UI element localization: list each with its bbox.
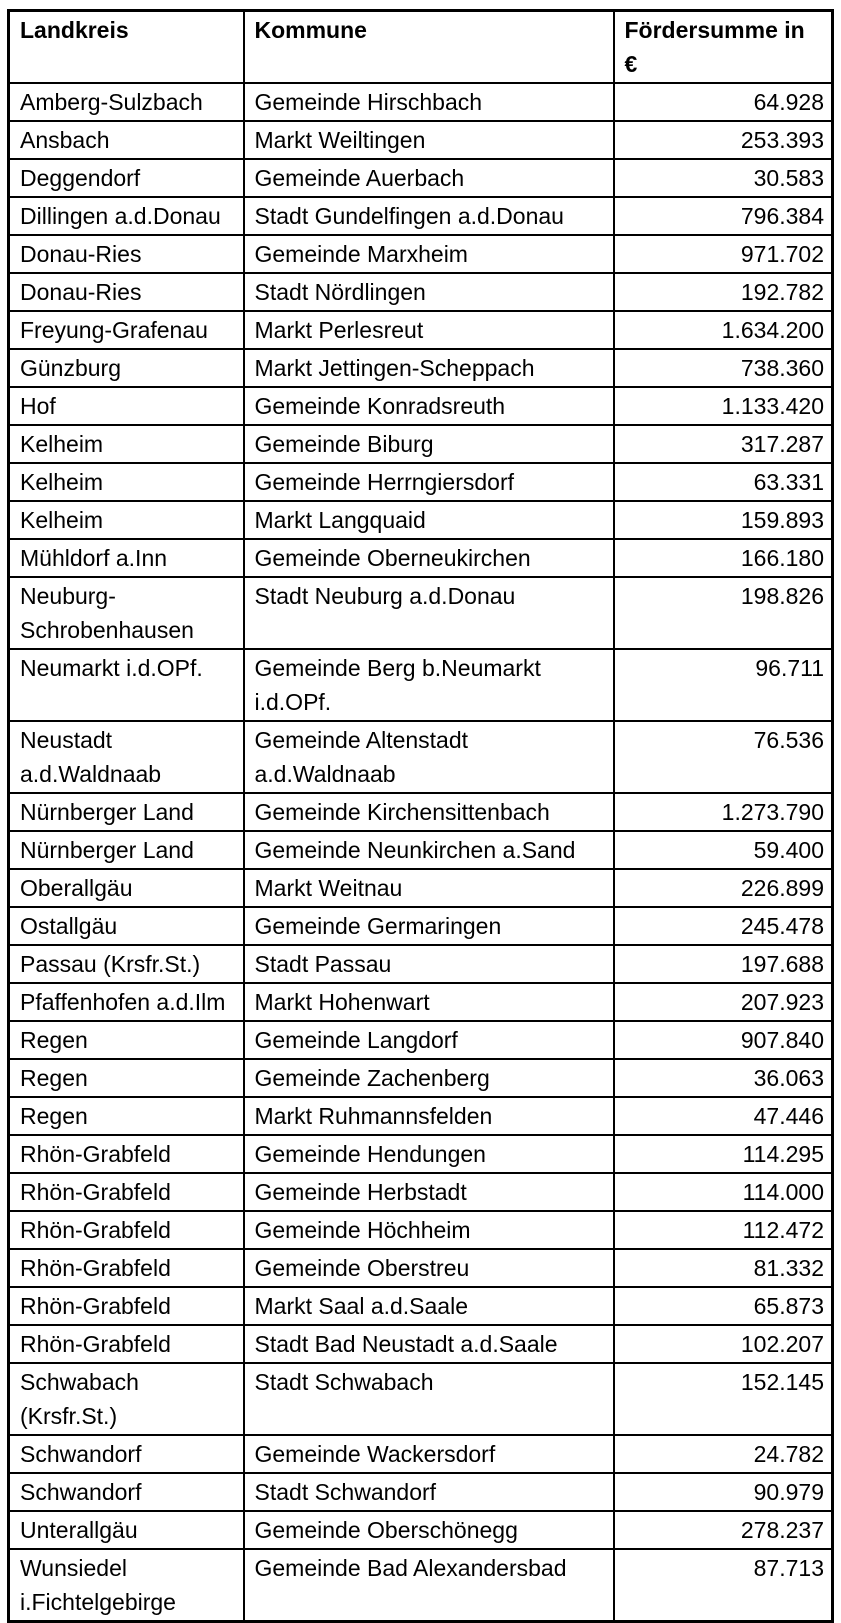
cell-kommune: Markt Perlesreut — [244, 311, 614, 349]
table-row — [9, 1363, 833, 1435]
cell-kommune: Stadt Bad Neustadt a.d.Saale — [244, 1325, 614, 1363]
cell-landkreis: Rhön-Grabfeld — [9, 1325, 244, 1363]
cell-kommune: Markt Saal a.d.Saale — [244, 1287, 614, 1325]
table-row — [9, 1473, 833, 1511]
cell-kommune: Markt Langquaid — [244, 501, 614, 539]
cell-foerdersumme: 112.472 — [614, 1211, 833, 1249]
cell-kommune: Stadt Nördlingen — [244, 273, 614, 311]
cell-kommune: Markt Weitnau — [244, 869, 614, 907]
cell-foerdersumme: 152.145 — [614, 1363, 833, 1435]
cell-landkreis: Wunsiedel i.Fichtelgebirge — [9, 1549, 244, 1622]
cell-foerdersumme: 796.384 — [614, 197, 833, 235]
table-row — [9, 197, 833, 235]
funding-table — [7, 9, 834, 1623]
table-row — [9, 721, 833, 793]
cell-landkreis: Amberg-Sulzbach — [9, 83, 244, 121]
column-header-foerdersumme: Fördersumme in € — [614, 11, 833, 84]
cell-foerdersumme: 197.688 — [614, 945, 833, 983]
cell-kommune: Gemeinde Herrngiersdorf — [244, 463, 614, 501]
cell-landkreis: Kelheim — [9, 501, 244, 539]
cell-landkreis: Passau (Krsfr.St.) — [9, 945, 244, 983]
cell-landkreis: Schwandorf — [9, 1435, 244, 1473]
table-row — [9, 501, 833, 539]
table-row — [9, 907, 833, 945]
cell-foerdersumme: 226.899 — [614, 869, 833, 907]
table-row — [9, 1211, 833, 1249]
cell-landkreis: Neustadt a.d.Waldnaab — [9, 721, 244, 793]
cell-kommune: Gemeinde Konradsreuth — [244, 387, 614, 425]
cell-landkreis: Neumarkt i.d.OPf. — [9, 649, 244, 721]
cell-foerdersumme: 1.273.790 — [614, 793, 833, 831]
cell-foerdersumme: 317.287 — [614, 425, 833, 463]
cell-foerdersumme: 24.782 — [614, 1435, 833, 1473]
cell-kommune: Gemeinde Herbstadt — [244, 1173, 614, 1211]
cell-foerdersumme: 76.536 — [614, 721, 833, 793]
cell-landkreis: Unterallgäu — [9, 1511, 244, 1549]
cell-kommune: Gemeinde Neunkirchen a.Sand — [244, 831, 614, 869]
cell-kommune: Markt Weiltingen — [244, 121, 614, 159]
cell-kommune: Gemeinde Oberneukirchen — [244, 539, 614, 577]
cell-kommune: Stadt Neuburg a.d.Donau — [244, 577, 614, 649]
table-row — [9, 387, 833, 425]
table-row — [9, 869, 833, 907]
cell-landkreis: Freyung-Grafenau — [9, 311, 244, 349]
cell-foerdersumme: 87.713 — [614, 1549, 833, 1622]
cell-landkreis: Günzburg — [9, 349, 244, 387]
table-row — [9, 577, 833, 649]
cell-kommune: Markt Hohenwart — [244, 983, 614, 1021]
cell-landkreis: Neuburg-Schrobenhausen — [9, 577, 244, 649]
cell-landkreis: Nürnberger Land — [9, 793, 244, 831]
cell-foerdersumme: 159.893 — [614, 501, 833, 539]
table-row — [9, 311, 833, 349]
cell-landkreis: Rhön-Grabfeld — [9, 1173, 244, 1211]
cell-kommune: Gemeinde Zachenberg — [244, 1059, 614, 1097]
cell-kommune: Gemeinde Germaringen — [244, 907, 614, 945]
cell-kommune: Gemeinde Biburg — [244, 425, 614, 463]
cell-landkreis: Donau-Ries — [9, 235, 244, 273]
cell-landkreis: Rhön-Grabfeld — [9, 1211, 244, 1249]
cell-foerdersumme: 64.928 — [614, 83, 833, 121]
table-row — [9, 1325, 833, 1363]
cell-kommune: Gemeinde Marxheim — [244, 235, 614, 273]
table-row — [9, 425, 833, 463]
cell-foerdersumme: 47.446 — [614, 1097, 833, 1135]
cell-kommune: Markt Jettingen-Scheppach — [244, 349, 614, 387]
cell-kommune: Stadt Schwabach — [244, 1363, 614, 1435]
cell-kommune: Gemeinde Auerbach — [244, 159, 614, 197]
cell-landkreis: Rhön-Grabfeld — [9, 1249, 244, 1287]
cell-foerdersumme: 253.393 — [614, 121, 833, 159]
cell-foerdersumme: 63.331 — [614, 463, 833, 501]
cell-landkreis: Regen — [9, 1021, 244, 1059]
cell-foerdersumme: 207.923 — [614, 983, 833, 1021]
cell-landkreis: Rhön-Grabfeld — [9, 1135, 244, 1173]
cell-kommune: Gemeinde Hendungen — [244, 1135, 614, 1173]
table-row — [9, 1059, 833, 1097]
table-row — [9, 831, 833, 869]
cell-foerdersumme: 90.979 — [614, 1473, 833, 1511]
table-row — [9, 1549, 833, 1622]
cell-kommune: Gemeinde Kirchensittenbach — [244, 793, 614, 831]
cell-foerdersumme: 114.295 — [614, 1135, 833, 1173]
cell-landkreis: Oberallgäu — [9, 869, 244, 907]
cell-foerdersumme: 166.180 — [614, 539, 833, 577]
table-row — [9, 349, 833, 387]
cell-foerdersumme: 192.782 — [614, 273, 833, 311]
cell-landkreis: Regen — [9, 1059, 244, 1097]
column-header-landkreis: Landkreis — [9, 11, 244, 84]
table-row — [9, 1173, 833, 1211]
cell-foerdersumme: 96.711 — [614, 649, 833, 721]
cell-foerdersumme: 278.237 — [614, 1511, 833, 1549]
table-row — [9, 273, 833, 311]
table-row — [9, 539, 833, 577]
cell-kommune: Stadt Schwandorf — [244, 1473, 614, 1511]
table-row — [9, 1249, 833, 1287]
table-row — [9, 1287, 833, 1325]
cell-landkreis: Donau-Ries — [9, 273, 244, 311]
cell-foerdersumme: 1.634.200 — [614, 311, 833, 349]
cell-landkreis: Rhön-Grabfeld — [9, 1287, 244, 1325]
cell-landkreis: Regen — [9, 1097, 244, 1135]
cell-landkreis: Kelheim — [9, 425, 244, 463]
cell-foerdersumme: 36.063 — [614, 1059, 833, 1097]
cell-kommune: Gemeinde Oberschönegg — [244, 1511, 614, 1549]
table-row — [9, 945, 833, 983]
cell-landkreis: Schwabach (Krsfr.St.) — [9, 1363, 244, 1435]
cell-foerdersumme: 971.702 — [614, 235, 833, 273]
cell-foerdersumme: 198.826 — [614, 577, 833, 649]
table-row — [9, 1135, 833, 1173]
cell-landkreis: Kelheim — [9, 463, 244, 501]
document-page — [0, 9, 841, 1615]
cell-kommune: Gemeinde Hirschbach — [244, 83, 614, 121]
cell-landkreis: Deggendorf — [9, 159, 244, 197]
cell-landkreis: Mühldorf a.Inn — [9, 539, 244, 577]
cell-landkreis: Hof — [9, 387, 244, 425]
table-row — [9, 1021, 833, 1059]
cell-foerdersumme: 30.583 — [614, 159, 833, 197]
cell-landkreis: Schwandorf — [9, 1473, 244, 1511]
cell-kommune: Markt Ruhmannsfelden — [244, 1097, 614, 1135]
cell-foerdersumme: 738.360 — [614, 349, 833, 387]
cell-foerdersumme: 245.478 — [614, 907, 833, 945]
table-row — [9, 983, 833, 1021]
table-row — [9, 463, 833, 501]
cell-kommune: Gemeinde Altenstadt a.d.Waldnaab — [244, 721, 614, 793]
table-row — [9, 1435, 833, 1473]
cell-kommune: Gemeinde Oberstreu — [244, 1249, 614, 1287]
cell-kommune: Gemeinde Wackersdorf — [244, 1435, 614, 1473]
cell-kommune: Gemeinde Höchheim — [244, 1211, 614, 1249]
cell-kommune: Gemeinde Berg b.Neumarkt i.d.OPf. — [244, 649, 614, 721]
table-row — [9, 159, 833, 197]
cell-foerdersumme: 59.400 — [614, 831, 833, 869]
cell-foerdersumme: 1.133.420 — [614, 387, 833, 425]
cell-landkreis: Ostallgäu — [9, 907, 244, 945]
cell-landkreis: Ansbach — [9, 121, 244, 159]
column-header-kommune: Kommune — [244, 11, 614, 84]
table-row — [9, 83, 833, 121]
cell-landkreis: Pfaffenhofen a.d.Ilm — [9, 983, 244, 1021]
table-row — [9, 649, 833, 721]
cell-foerdersumme: 114.000 — [614, 1173, 833, 1211]
cell-foerdersumme: 81.332 — [614, 1249, 833, 1287]
cell-kommune: Gemeinde Bad Alexandersbad — [244, 1549, 614, 1622]
table-row — [9, 1511, 833, 1549]
cell-kommune: Stadt Gundelfingen a.d.Donau — [244, 197, 614, 235]
table-row — [9, 121, 833, 159]
table-row — [9, 793, 833, 831]
cell-landkreis: Nürnberger Land — [9, 831, 244, 869]
cell-kommune: Stadt Passau — [244, 945, 614, 983]
table-row — [9, 1097, 833, 1135]
cell-kommune: Gemeinde Langdorf — [244, 1021, 614, 1059]
cell-foerdersumme: 102.207 — [614, 1325, 833, 1363]
cell-foerdersumme: 65.873 — [614, 1287, 833, 1325]
table-row — [9, 235, 833, 273]
table-header-row — [9, 11, 833, 84]
table-body — [9, 83, 833, 1622]
cell-foerdersumme: 907.840 — [614, 1021, 833, 1059]
cell-landkreis: Dillingen a.d.Donau — [9, 197, 244, 235]
